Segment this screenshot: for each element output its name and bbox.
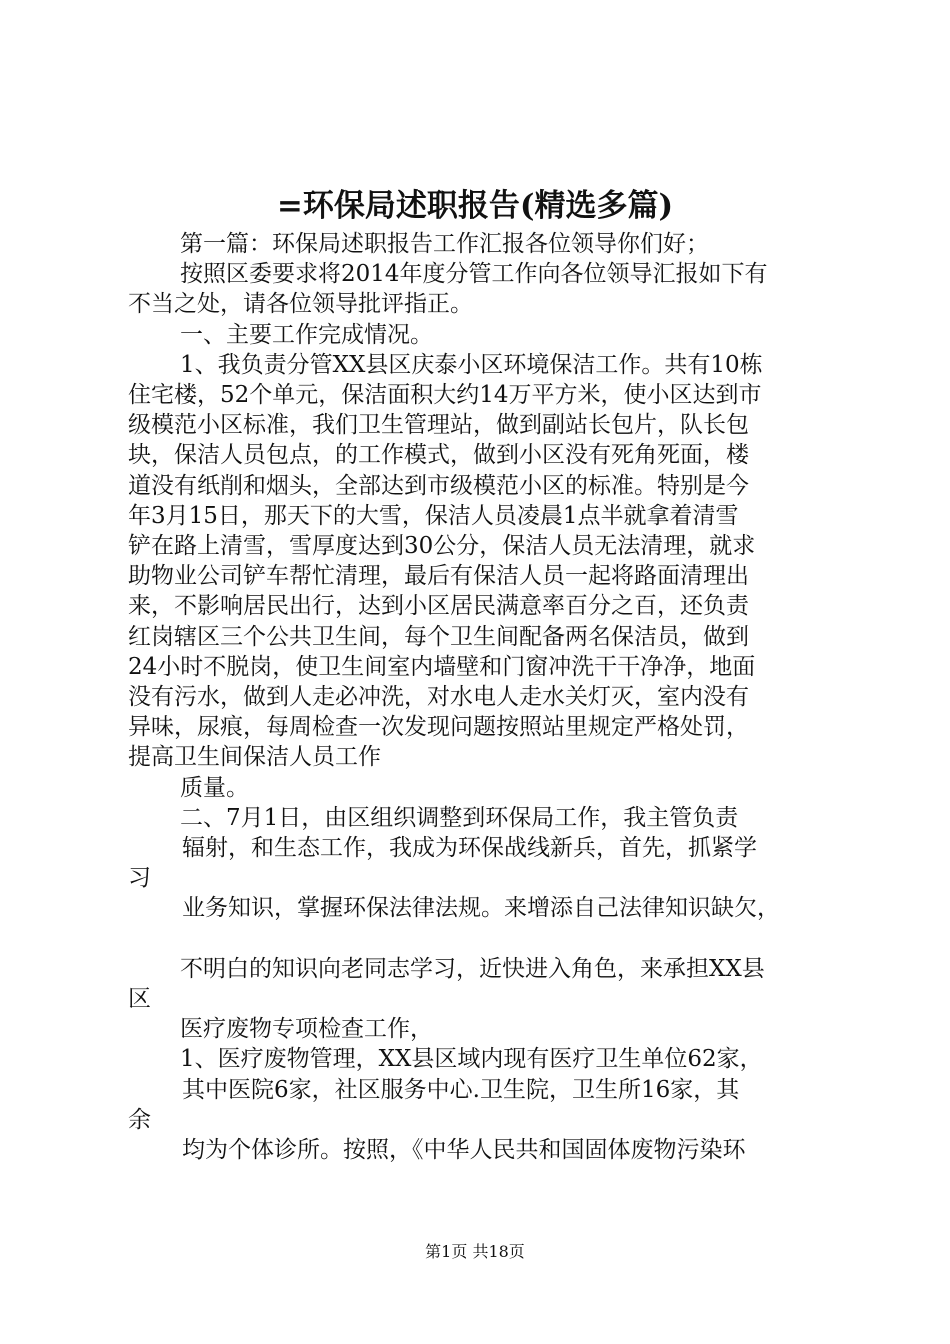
paragraph-line: 一、主要工作完成情况。 [180, 321, 433, 348]
document-title: =环保局述职报告(精选多篇) [276, 188, 674, 224]
paragraph-line: 没有污水，做到人走必冲洗，对水电人走水关灯灭，室内没有 [128, 684, 749, 711]
paragraph-line: 二、7月1日，由区组织调整到环保局工作，我主管负责 [180, 804, 739, 831]
paragraph-line: 助物业公司铲车帮忙清理，最后有保洁人员一起将路面清理出 [128, 563, 749, 590]
paragraph-line: 区 [128, 986, 151, 1013]
paragraph-line: 块，保洁人员包点，的工作模式，做到小区没有死角死面，楼 [128, 442, 749, 469]
paragraph-line: 住宅楼，52个单元，保洁面积大约14万平方米，使小区达到市 [128, 382, 762, 409]
paragraph-line: 1、我负责分管XX县区庆泰小区环境保洁工作。共有10栋 [180, 351, 763, 378]
paragraph-line: 第一篇：环保局述职报告工作汇报各位领导你们好； [180, 231, 709, 257]
paragraph-line: 不明白的知识向老同志学习，近快进入角色，来承担XX县 [180, 955, 765, 982]
paragraph-line: 级模范小区标准，我们卫生管理站，做到副站长包片，队长包 [128, 412, 749, 439]
paragraph-line: 来，不影响居民出行，达到小区居民满意率百分之百，还负责 [128, 593, 749, 620]
page-footer: 第1页 共18页 [425, 1242, 525, 1261]
paragraph-line: 不当之处，请各位领导批评指正。 [128, 291, 473, 318]
paragraph-line: 均为个体诊所。按照，《中华人民共和国固体废物污染环 [182, 1137, 746, 1164]
paragraph-line: 年3月15日，那天下的大雪，保洁人员凌晨1点半就拿着清雪 [128, 502, 739, 529]
document-body [128, 229, 836, 1165]
paragraph-line: 道没有纸削和烟头，全部达到市级模范小区的标准。特别是今 [128, 472, 749, 499]
paragraph-line: 按照区委要求将2014年度分管工作向各位领导汇报如下有 [180, 261, 768, 288]
paragraph-line: 习 [128, 865, 151, 892]
paragraph-line: 红岗辖区三个公共卫生间，每个卫生间配备两名保洁员，做到 [128, 623, 749, 650]
paragraph-line: 异味，尿痕，每周检查一次发现问题按照站里规定严格处罚， [128, 714, 749, 741]
paragraph-line: 余 [128, 1106, 151, 1133]
paragraph-line: 辐射，和生态工作，我成为环保战线新兵，首先，抓紧学 [182, 835, 757, 862]
paragraph-line: 提高卫生间保洁人员工作 [128, 744, 381, 771]
paragraph-line: 医疗废物专项检查工作， [180, 1016, 433, 1043]
paragraph-line: 质量。 [180, 774, 249, 801]
paragraph-line: 铲在路上清雪，雪厚度达到30公分，保洁人员无法清理，就求 [128, 533, 756, 560]
paragraph-line: 其中医院6家，社区服务中心.卫生院，卫生所16家，其 [182, 1076, 740, 1103]
paragraph-line: 1、医疗废物管理，XX县区域内现有医疗卫生单位62家， [180, 1046, 763, 1073]
blank-line [128, 924, 836, 954]
paragraph-line: 24小时不脱岗，使卫生间室内墙壁和门窗冲洗干干净净，地面 [128, 653, 756, 680]
paragraph-line: 业务知识，掌握环保法律法规。来增添自己法律知识缺欠， [182, 895, 780, 922]
